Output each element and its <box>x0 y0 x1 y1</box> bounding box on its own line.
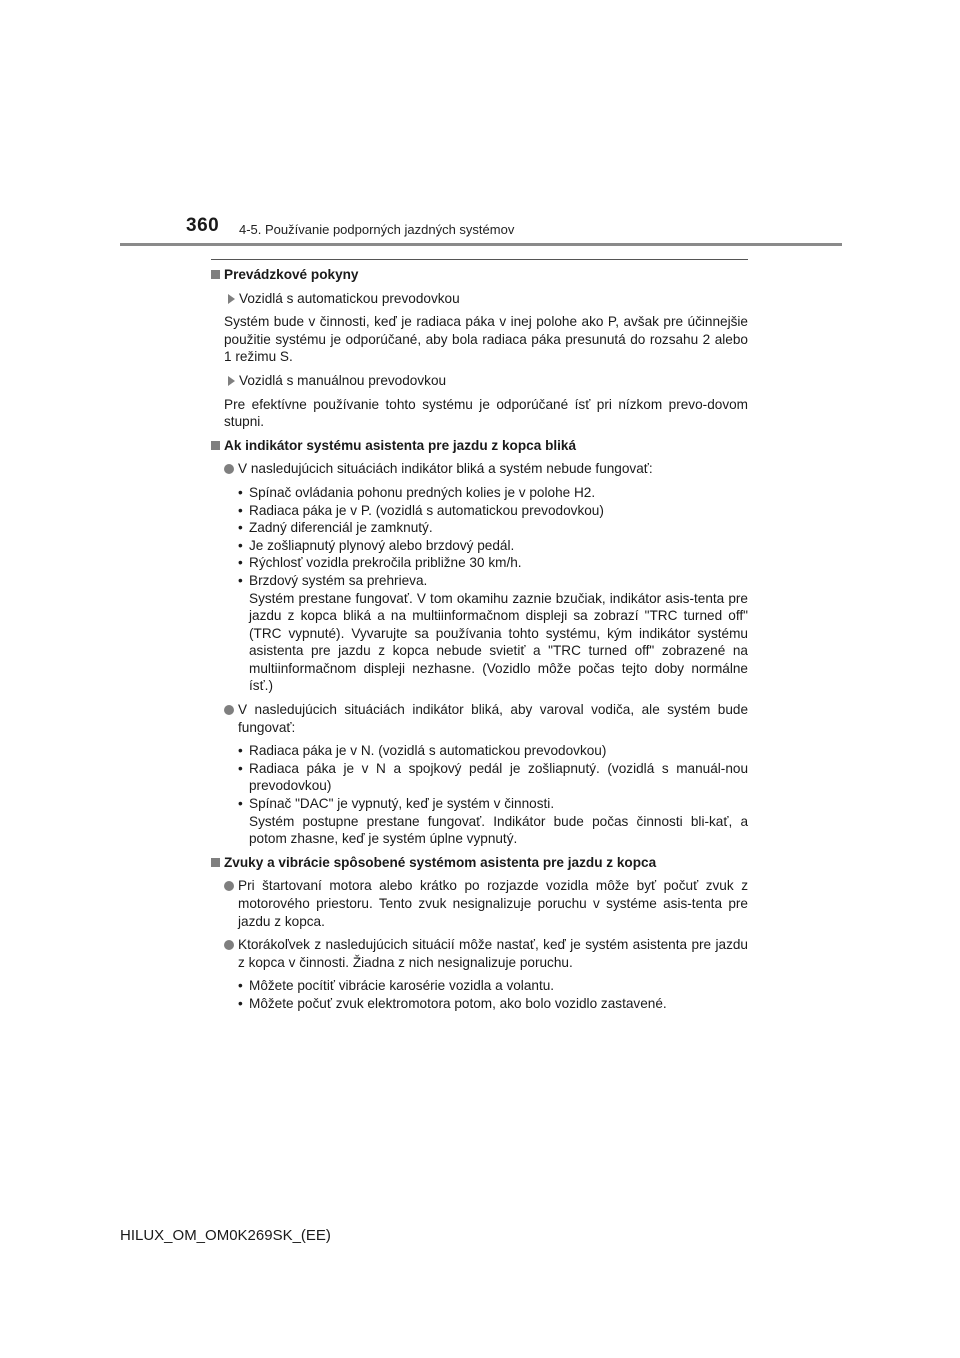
list-item-text: Spínač "DAC" je vypnutý, keď je systém v činnosti. <box>249 796 555 812</box>
list-item: • Rýchlosť vozidla prekročila približne 30 km/h. <box>238 555 522 571</box>
triangle-bullet-icon <box>228 294 235 304</box>
subheading <box>211 372 748 390</box>
list-item: • Brzdový systém sa prehrieva. <box>238 572 428 588</box>
list-item: • Radiaca páka je v N. (vozidlá s automatickou prevodovkou) <box>238 743 607 759</box>
list-item-text: Rýchlosť vozidla prekročila približne 30 km/h. <box>249 555 522 571</box>
list-item-text: Radiaca páka je v N. (vozidlá s automatickou prevodovkou) <box>249 743 607 759</box>
list-item: • Zadný diferenciál je zamknutý. <box>238 520 433 536</box>
paragraph: Pre efektívne používanie tohto systému je odporúčané ísť pri nízkom prevo-dovom stupni. <box>224 396 748 430</box>
list-item: • Spínač ovládania pohonu predných kolies je v polohe H2. <box>238 484 596 500</box>
section-heading-text: Prevádzkové pokyny <box>224 267 359 282</box>
bullet-item <box>211 701 748 736</box>
triangle-bullet-icon <box>228 376 235 386</box>
circle-bullet-icon <box>224 705 234 715</box>
list-item: • Spínač "DAC" je vypnutý, keď je systém v činnosti. <box>238 796 555 812</box>
list-item: • Môžete pocítiť vibrácie karosérie vozidla a volantu. <box>238 978 555 994</box>
section-rule <box>211 259 748 260</box>
dash-list <box>211 977 748 1012</box>
header-rule <box>120 243 842 246</box>
subheading <box>211 290 748 308</box>
section-heading-text: Ak indikátor systému asistenta pre jazdu z kopca bliká <box>224 437 577 453</box>
document-code-footer: HILUX_OM_OM0K269SK_(EE) <box>120 1227 331 1244</box>
list-item: • Radiaca páka je v P. (vozidlá s automatickou prevodovkou) <box>238 502 604 518</box>
list-item-text: Môžete počuť zvuk elektromotora potom, ako bolo vozidlo zastavené. <box>249 995 667 1011</box>
section-heading <box>211 266 748 284</box>
section-heading <box>211 437 748 455</box>
bullet-text: Pri štartovaní motora alebo krátko po rozjazde vozidla môže byť počuť zvuk z motorového priestoru. Tento zvuk nesignalizuje poruchu v systéme asis-tenta pre jazdu z kopca. <box>238 878 748 929</box>
section-heading-text: Zvuky a vibrácie spôsobené systémom asistenta pre jazdu z kopca <box>224 854 657 870</box>
list-item-text: Zadný diferenciál je zamknutý. <box>249 520 433 536</box>
circle-bullet-icon <box>224 464 234 474</box>
list-item: • Je zošliapnutý plynový alebo brzdový pedál. <box>238 537 515 553</box>
list-item-continuation <box>211 590 748 696</box>
page-content <box>211 266 748 1019</box>
list-item-text: Je zošliapnutý plynový alebo brzdový pedál. <box>249 537 515 553</box>
bullet-item <box>211 877 748 930</box>
list-item-continuation <box>211 813 748 848</box>
list-item-text: Radiaca páka je v P. (vozidlá s automatickou prevodovkou) <box>249 502 604 518</box>
bullet-item <box>211 460 748 478</box>
bullet-text: Ktorákoľvek z nasledujúcich situácií môže nastať, keď je systém asistenta pre jazdu z kopca v činnosti. Žiadna z nich nesignalizuje poruchu. <box>238 937 748 970</box>
circle-bullet-icon <box>224 881 234 891</box>
list-item-text: Radiaca páka je v N a spojkový pedál je zošliapnutý. (vozidlá s manuál-nou prevodovkou) <box>249 760 748 794</box>
section-heading <box>211 854 748 872</box>
dash-list <box>211 742 748 848</box>
bullet-item <box>211 936 748 971</box>
page-number: 360 <box>186 215 220 236</box>
list-item: • Radiaca páka je v N a spojkový pedál je zošliapnutý. (vozidlá s manuál-nou prevodovkou) <box>238 760 748 794</box>
square-bullet-icon <box>211 270 220 279</box>
paragraph: Systém bude v činnosti, keď je radiaca páka v inej polohe ako P, avšak pre účinnejšie použitie systému je odporúčané, aby bola radiaca páka presunutá do rozsahu 2 alebo 1 režimu S. <box>224 314 748 365</box>
circle-bullet-icon <box>224 940 234 950</box>
list-item-text: Systém postupne prestane fungovať. Indikátor bude počas činnosti bli-kať, a potom zhasne, keď je systém úplne vypnutý. <box>249 813 748 847</box>
square-bullet-icon <box>211 441 220 450</box>
list-item-text: Brzdový systém sa prehrieva. <box>249 572 428 588</box>
chapter-title: 4-5. Používanie podporných jazdných systémov <box>239 222 515 237</box>
list-item-text: Môžete pocítiť vibrácie karosérie vozidla a volantu. <box>249 978 555 994</box>
bullet-text: V nasledujúcich situáciách indikátor bliká a systém nebude fungovať: <box>238 461 653 477</box>
subheading-text: Vozidlá s manuálnou prevodovkou <box>239 372 447 388</box>
subheading-text: Vozidlá s automatickou prevodovkou <box>239 290 460 306</box>
list-item-text: Spínač ovládania pohonu predných kolies je v polohe H2. <box>249 484 596 500</box>
list-item: • Môžete počuť zvuk elektromotora potom, ako bolo vozidlo zastavené. <box>238 995 667 1011</box>
list-item-text: Systém prestane fungovať. V tom okamihu zaznie bzučiak, indikátor asis-tenta pre jazdu z kopca bliká a na multiinformačnom displeji sa zobrazí "TRC turned off" (TRC vypnuté). Vyvarujte sa používania tohto systému, kým indikátor systému asistenta pre jazdu z kopca nebude svietiť a "TRC turned off" zobrazené na multiinformačnom displeji nezhasne. (Vozidlo môže počas tejto doby normálne ísť.) <box>249 590 748 694</box>
bullet-text: V nasledujúcich situáciách indikátor bliká, aby varoval vodiča, ale systém bude fungovať: <box>238 702 748 735</box>
dash-list <box>211 484 748 695</box>
square-bullet-icon <box>211 858 220 867</box>
